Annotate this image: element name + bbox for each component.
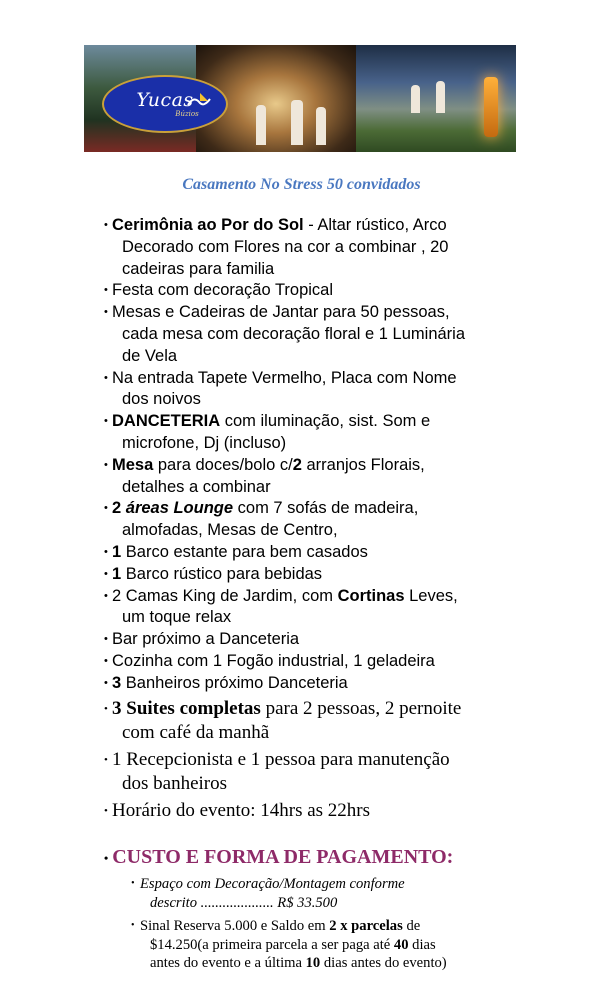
- list-item: • Mesa para doces/bolo c/2 arranjos Florais, detalhes a combinar: [104, 455, 524, 499]
- payment-heading: • CUSTO E FORMA DE PAGAMENTO:: [104, 846, 453, 869]
- list-item: • Cerimônia ao Por do Sol - Altar rústico, Arco Decorado com Flores na cor a combinar , 20 cadeiras para familia: [104, 215, 524, 280]
- payment-item: • Espaço com Decoração/Montagem conforme descrito .................... R$ 33.500: [131, 875, 531, 912]
- list-item: • DANCETERIA com iluminação, sist. Som e microfone, Dj (incluso): [104, 411, 524, 455]
- yucas-logo: Yucas Búzios: [102, 75, 228, 133]
- sail-logo-icon: [186, 91, 212, 109]
- list-item: • 3 Banheiros próximo Danceteria: [104, 673, 524, 695]
- list-item: • Mesas e Cadeiras de Jantar para 50 pessoas, cada mesa com decoração floral e 1 Luminária de Vela: [104, 302, 524, 367]
- page-title: Casamento No Stress 50 convidados: [182, 176, 421, 193]
- header-banner: [84, 45, 516, 152]
- list-item: • Cozinha com 1 Fogão industrial, 1 geladeira: [104, 651, 524, 673]
- list-item: • 3 Suites completas para 2 pessoas, 2 pernoite com café da manhã: [104, 697, 524, 746]
- payment-details: [131, 875, 531, 973]
- tiki-torch: [484, 77, 498, 137]
- list-item: • 2 Camas King de Jardim, com Cortinas Leves, um toque relax: [104, 586, 524, 630]
- list-item: • 2 áreas Lounge com 7 sofás de madeira, almofadas, Mesas de Centro,: [104, 498, 524, 542]
- banner-photo-beach: [356, 45, 516, 152]
- list-item: • Horário do evento: 14hrs as 22hrs: [104, 799, 524, 824]
- features-list: [104, 215, 524, 823]
- payment-item: • Sinal Reserva 5.000 e Saldo em 2 x parcelas de $14.250(a primeira parcela a ser paga até 40 dias antes do evento e a última 10 dias antes do evento): [131, 917, 531, 973]
- list-item: • Na entrada Tapete Vermelho, Placa com Nome dos noivos: [104, 368, 524, 412]
- list-item: • 1 Recepcionista e 1 pessoa para manutenção dos banheiros: [104, 748, 524, 797]
- list-item: • 1 Barco rústico para bebidas: [104, 564, 524, 586]
- list-item: • Bar próximo a Danceteria: [104, 629, 524, 651]
- list-item: • 1 Barco estante para bem casados: [104, 542, 524, 564]
- list-item: • Festa com decoração Tropical: [104, 280, 524, 302]
